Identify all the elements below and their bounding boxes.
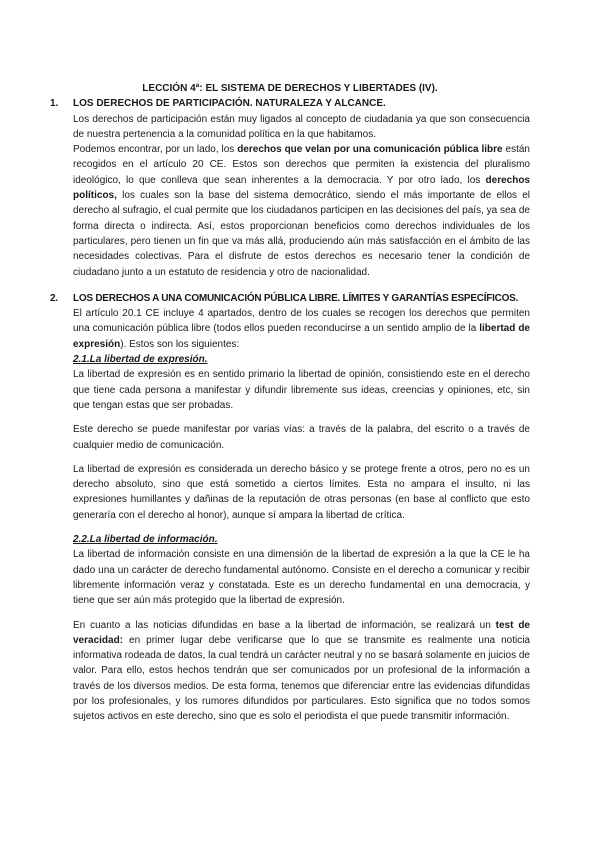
section-2-number: 2. (50, 292, 58, 304)
bold-text: libertad de expresión (73, 323, 530, 350)
subsection-2-1-paragraph-3: La libertad de expresión es considerada un derecho básico y se protege frente a otros, pero no es un derecho absoluto, sino que está sometido a ciertos límites. Esta no ampara el insulto, ni las expresiones humillantes y dañinas de la reputación de otras personas (en base al conflicto que esto generaría con el derecho al honor), aunque sí ampara la libertad de crítica. (73, 463, 530, 521)
subsection-2-2-paragraph-2 (73, 618, 530, 725)
text-run: Podemos encontrar, por un lado, los (73, 144, 238, 156)
text-run: ). Estos son los siguientes: (120, 338, 240, 350)
section-1-paragraph-2 (73, 142, 530, 280)
text-run: en primer lugar debe verificarse que lo que se transmite es realmente una noticia informativa rodeada de datos, la cual tendrá un carácter neutral y no se basará solamente en juicios de valor. Para ello, estos hechos tendrán que ser comunicados por un profesional de la información a través de los diversos medios. De esta forma, tenemos que diferenciar entre las evidencias difundidas por los profesionales, y los rumores difundidos por particulares. Esto significa que no todos somos sujetos activos en este derecho, sino que es solo el periodista el que puede transmitir información. (73, 634, 530, 723)
text-run: El artículo 20.1 CE incluye 4 apartados, dentro de los cuales se recogen los derechos que permiten una comunicación pública libre (todos ellos pueden reconducirse a un sentido amplio de la (73, 308, 530, 335)
section-2-heading-text: LOS DERECHOS A UNA COMUNICACIÓN PÚBLICA LIBRE. LÍMITES Y GARANTÍAS ESPECÍFICOS. (73, 292, 519, 304)
text-run: están recogidos en el artículo 20 CE. Estos son derechos que permiten la existencia del pluralismo ideológico, lo que conlleva que sean inherentes a la democracia. Y por otro lado, los (73, 144, 530, 186)
bold-text: derechos políticos, (73, 174, 530, 202)
text-run: En cuanto a las noticias difundidas en base a la libertad de información, se realizará un (73, 619, 496, 631)
text-run: los cuales son la base del sistema democrático, siendo el más importante de ellos el derecho al sufragio, el cual permite que los ciudadanos participen en las decisiones del país, ya sea de forma directa o indirecta. Así, estos proporcionan beneficios como derechos individuales de los particulares, pero tienen un fin que va más allá, produciendo aún más satisfacción en el ámbito de las necesidades colectivas. Para el disfrute de estos derechos es necesario tener la condición de ciudadano junto a un estatuto de residencia y otro de nacionalidad. (73, 190, 530, 278)
lesson-title: LECCIÓN 4ª: EL SISTEMA DE DERECHOS Y LIBERTADES (IV). (142, 83, 438, 94)
document-page (50, 81, 530, 725)
section-1-paragraph-1: Los derechos de participación están muy ligados al concepto de ciudadania ya que son consecuencia de nuestra pertenencia a la comunidad política en la que habitamos. (73, 113, 530, 140)
subsection-2-2-heading: 2.2.La libertad de información. (73, 534, 218, 546)
section-2-heading (50, 291, 530, 306)
subsection-2-2-paragraph-1: La libertad de información consiste en una dimensión de la libertad de expresión a la que la CE le ha dado una un carácter de derecho fundamental autónomo. Consiste en el derecho a comunicar y recibir libremente información veraz y constatada. Este es un derecho fundamental en una democracia, y tiene que ser aún más protegido que la libertad de expresión. (73, 549, 530, 607)
section-1-heading-text: LOS DERECHOS DE PARTICIPACIÓN. NATURALEZA Y ALCANCE. (73, 98, 386, 110)
bold-text: derechos que velan por una comunicación pública libre (237, 144, 503, 156)
subsection-2-1-paragraph-1: La libertad de expresión es en sentido primario la libertad de opinión, consistiendo este en el derecho que tiene cada persona a manifestar y difundir libremente sus ideas, creencias y opiniones, etc, sin que tengan estas que ser probadas. (73, 369, 530, 411)
subsection-2-1-heading: 2.1.La libertad de expresión. (73, 354, 208, 366)
subsection-2-1-paragraph-2: Este derecho se puede manifestar por varias vías: a través de la palabra, del escrito o a través de cualquier medio de comunicación. (73, 424, 530, 451)
section-1-heading (50, 96, 530, 111)
bold-text: test de veracidad: (73, 619, 530, 646)
section-1-number: 1. (50, 98, 59, 110)
section-2-intro (73, 306, 530, 352)
